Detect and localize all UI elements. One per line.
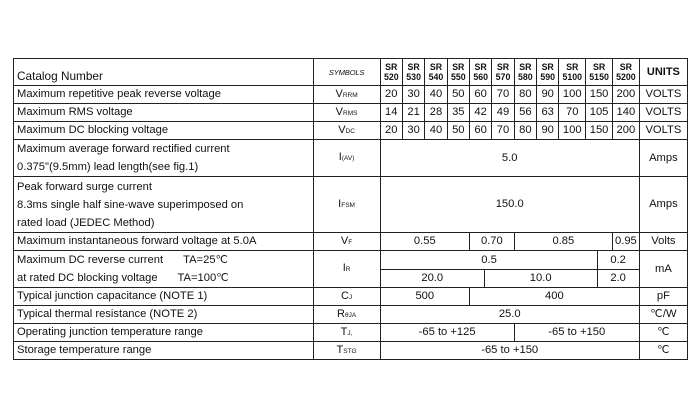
value-cell: 70 — [492, 86, 514, 104]
symbol-letter: R — [337, 307, 345, 320]
units-cell: Amps — [639, 140, 687, 177]
part-number-header — [514, 59, 536, 86]
value-cell: 10.0 — [529, 271, 552, 284]
value-cell: 100 — [559, 122, 586, 140]
value-cell: 500 — [380, 288, 469, 306]
value-cell: 49 — [492, 104, 514, 122]
value-cell: 42 — [469, 104, 491, 122]
value-cell: 400 — [469, 288, 639, 306]
value-cell: 50 — [447, 122, 469, 140]
symbol-cell — [313, 233, 380, 251]
param-label: Typical junction capacitance (NOTE 1) — [14, 288, 314, 306]
value-cell: -65 to +150 — [380, 342, 639, 360]
param-line: 8.3ms single half sine-wave superimposed on — [17, 198, 244, 211]
units-header: UNITS — [639, 59, 687, 86]
part-suffix: 580 — [518, 72, 533, 82]
symbol-cell — [313, 342, 380, 360]
part-prefix: SR — [619, 62, 632, 72]
param-label — [14, 177, 314, 233]
table-row — [14, 177, 688, 233]
header-row — [14, 59, 688, 86]
value-cell: 30 — [402, 122, 424, 140]
part-prefix: SR — [452, 62, 465, 72]
part-prefix: SR — [566, 62, 579, 72]
table-row — [14, 324, 688, 342]
units-cell: ℃/W — [639, 306, 687, 324]
value-cell: 0.85 — [514, 233, 612, 251]
part-suffix: 5100 — [562, 72, 583, 82]
symbols-header: SYMBOLS — [313, 59, 380, 86]
units-cell: ℃ — [639, 342, 687, 360]
units-cell: VOLTS — [639, 104, 687, 122]
part-suffix: 570 — [495, 72, 511, 82]
symbol-cell — [313, 104, 380, 122]
symbol-subscript: (AV) — [341, 155, 355, 162]
part-number-header — [425, 59, 447, 86]
param-label: Storage temperature range — [14, 342, 314, 360]
value-cell: 80 — [514, 122, 536, 140]
param-label — [14, 140, 314, 177]
param-line: Maximum average forward rectified current — [17, 143, 230, 155]
part-number-header — [447, 59, 469, 86]
value-cell: -65 to +150 — [514, 324, 639, 342]
param-label: Typical thermal resistance (NOTE 2) — [14, 306, 314, 324]
ratings-table — [13, 58, 688, 360]
reverse-current-100c — [381, 269, 639, 287]
table-row — [14, 140, 688, 177]
param-text: at rated DC blocking voltage — [17, 272, 158, 284]
param-line — [17, 251, 313, 269]
condition-text: TA=100℃ — [177, 272, 229, 284]
param-label: Maximum repetitive peak reverse voltage — [14, 86, 314, 104]
symbol-subscript: STG — [343, 347, 357, 355]
part-number-header — [559, 59, 586, 86]
value-cell: 0.55 — [380, 233, 469, 251]
part-prefix: SR — [519, 62, 532, 72]
value-cell: 35 — [447, 104, 469, 122]
symbol-subscript: F — [348, 238, 353, 246]
part-number-header — [612, 59, 639, 86]
symbol-cell — [313, 288, 380, 306]
value-cell: 20 — [380, 122, 402, 140]
part-number-header — [380, 59, 402, 86]
value-cell: 60 — [469, 122, 491, 140]
units-cell: mA — [639, 251, 687, 288]
param-line: rated load (JEDEC Method) — [17, 216, 155, 229]
param-label: Maximum instantaneous forward voltage at 5.0A — [14, 233, 314, 251]
value-cell: 105 — [586, 104, 613, 122]
condition-text: TA=25℃ — [183, 254, 229, 266]
value-cell: 100 — [559, 86, 586, 104]
value-cell: 2.0 — [610, 271, 626, 284]
param-label: Maximum RMS voltage — [14, 104, 314, 122]
value-cell: 63 — [537, 104, 559, 122]
param-line: Peak forward surge current — [17, 180, 152, 193]
symbol-subscript: DC — [345, 127, 355, 135]
part-suffix: 530 — [406, 72, 421, 82]
table-row — [14, 306, 688, 324]
reverse-current-25c — [381, 251, 639, 270]
value-cell: 21 — [402, 104, 424, 122]
symbol-cell — [313, 140, 380, 177]
part-suffix: 550 — [450, 72, 466, 82]
part-number-header — [537, 59, 559, 86]
table-row — [14, 251, 688, 288]
symbol-subscript: J — [348, 293, 353, 301]
param-label — [14, 251, 314, 288]
symbol-cell — [313, 122, 380, 140]
part-suffix: 590 — [540, 72, 556, 82]
value-cell: 40 — [425, 122, 447, 140]
units-cell: Volts — [639, 233, 687, 251]
table-row — [14, 104, 688, 122]
table-row — [14, 288, 688, 306]
value-cell: 0.95 — [612, 233, 639, 251]
units-cell: ℃ — [639, 324, 687, 342]
part-prefix: SR — [496, 62, 510, 72]
part-suffix: 560 — [473, 72, 488, 82]
symbol-subscript: R — [345, 266, 351, 273]
value-cell: 20.0 — [421, 271, 444, 284]
value-cell: 90 — [537, 86, 559, 104]
value-cell: 14 — [380, 104, 402, 122]
table-row — [14, 342, 688, 360]
symbol-letter: V — [340, 234, 349, 247]
param-label: Maximum DC blocking voltage — [14, 122, 314, 140]
symbol-subscript: θJA — [344, 311, 357, 319]
param-label: Operating junction temperature range — [14, 324, 314, 342]
part-prefix: SR — [407, 62, 420, 72]
value-cell: 28 — [425, 104, 447, 122]
symbol-cell — [313, 177, 380, 233]
value-cell: 70 — [492, 122, 514, 140]
part-suffix: 5200 — [616, 72, 636, 82]
part-prefix: SR — [385, 62, 398, 72]
symbol-subscript: FSM — [341, 201, 355, 209]
symbol-cell — [313, 306, 380, 324]
value-cell: 56 — [514, 104, 536, 122]
value-cell: 200 — [612, 86, 639, 104]
value-cell: 0.2 — [610, 253, 626, 266]
value-cell: 60 — [469, 86, 491, 104]
table-row — [14, 233, 688, 251]
part-prefix: SR — [474, 62, 487, 72]
value-cell: 0.5 — [481, 253, 497, 266]
param-line — [17, 269, 313, 287]
symbol-letter: C — [340, 289, 349, 302]
symbol-subscript: RRM — [342, 91, 358, 99]
units-cell: Amps — [639, 177, 687, 233]
value-cell: 25.0 — [380, 306, 639, 324]
table-row — [14, 86, 688, 104]
catalog-number-header: Catalog Number — [14, 59, 314, 86]
symbol-letter: I — [342, 262, 346, 274]
part-suffix: 540 — [428, 72, 444, 82]
symbol-cell — [313, 86, 380, 104]
part-prefix: SR — [541, 62, 554, 72]
param-text: Maximum DC reverse current — [17, 254, 164, 266]
value-cell: 150.0 — [380, 177, 639, 233]
symbol-letter: V — [335, 105, 344, 118]
units-cell: pF — [639, 288, 687, 306]
symbol-letter: T — [336, 343, 344, 356]
units-cell: VOLTS — [639, 122, 687, 140]
part-prefix: SR — [429, 62, 443, 72]
value-cell: -65 to +125 — [380, 324, 514, 342]
part-number-header — [469, 59, 491, 86]
part-number-header — [492, 59, 514, 86]
value-cell: 5.0 — [380, 140, 639, 177]
value-cell: 80 — [514, 86, 536, 104]
value-cell: 70 — [559, 104, 586, 122]
part-suffix: 520 — [383, 72, 399, 82]
value-cell: 140 — [612, 104, 639, 122]
value-cell: 0.70 — [469, 233, 514, 251]
param-line: 0.375"(9.5mm) lead length(see fig.1) — [17, 161, 199, 173]
symbol-letter: V — [338, 123, 346, 136]
part-suffix: 5150 — [589, 72, 609, 82]
part-number-header — [586, 59, 613, 86]
symbol-letter: T — [340, 325, 348, 338]
reverse-current-values — [380, 251, 639, 288]
value-cell: 150 — [586, 86, 613, 104]
value-cell: 90 — [537, 122, 559, 140]
value-cell: 50 — [447, 86, 469, 104]
symbol-subscript: J, — [347, 329, 353, 337]
units-cell: VOLTS — [639, 86, 687, 104]
symbol-letter: I — [338, 151, 342, 163]
value-cell: 150 — [586, 122, 613, 140]
symbol-subscript: RMS — [343, 109, 358, 117]
value-cell: 40 — [425, 86, 447, 104]
value-cell: 200 — [612, 122, 639, 140]
value-cell: 20 — [380, 86, 402, 104]
symbol-letter: I — [338, 197, 342, 210]
symbol-cell — [313, 324, 380, 342]
value-cell: 30 — [402, 86, 424, 104]
symbol-cell — [313, 251, 380, 288]
symbol-letter: V — [335, 87, 343, 100]
part-prefix: SR — [592, 62, 606, 72]
part-number-header — [402, 59, 424, 86]
table-row — [14, 122, 688, 140]
